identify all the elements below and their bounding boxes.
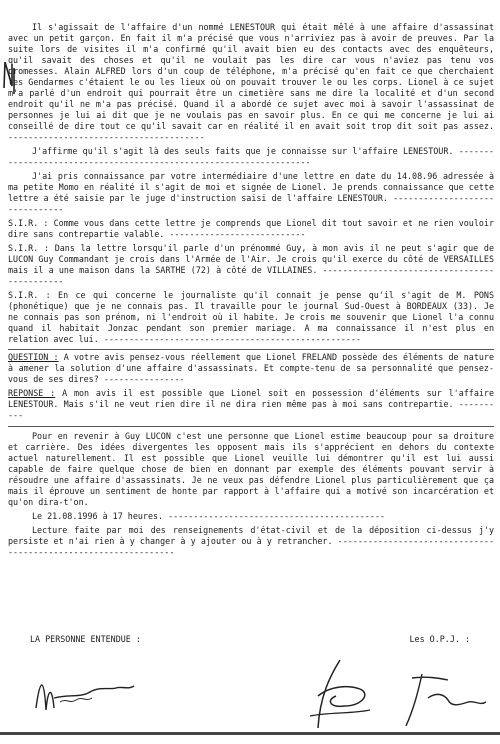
bottom-edge-line [0, 732, 500, 735]
question-label: QUESTION : [8, 352, 59, 362]
opj-signature-1 [300, 656, 380, 734]
answer-label: REPONSE : [8, 388, 56, 398]
question-text: A votre avis pensez-vous réellement que Lionel FRELAND possède des éléments de nature à amener la solution d'une affaire d'assassinats. Et compte-tenu de sa personnalité que pensez-vous de ses dires? ---------------- [8, 352, 494, 384]
paragraph-lenestour-affair: Il s'agissait de l'affaire d'un nommé LENESTOUR qui était mêlé à une affaire d'assassinat avec un petit garçon. En fait il m'a précisé que vous n'arriviez pas à avoir de preuves. Par la suite lors de visites il m'a confirmé qu'il avait bien eu des contacts avec des enquêteurs, qu'il savait des choses et qu'il ne voulait pas les dire car vous n'aviez pas tenu vos promesses. Alain ALFRED lors d'un coup de téléphone, m'a précisé qu'en fait ce que cherchaient les Gendarmes c'étaient le ou les lieux où on pouvait trouver le ou les corps. Lionel à ce sujet m'a parlé d'un endroit qui pourrait être un cimetière sans me dire la localité et d'un second endroit qu'il ne m'a pas précisé. Quand il a abordé ce sujet avec moi à savoir l'assassinat de personnes je lui ai dit que je ne voulais pas en savoir plus. En ce qui me concerne je lui ai conseillé de dire tout ce qu'il savait car en réalité il en avait soit trop dit soit pas assez. --------------------------------------- [8, 22, 494, 142]
paragraph-date-time: Le 21.08.1996 à 17 heures. ------------------------------------------- [32, 511, 385, 521]
paragraph-affirmation: J'affirme qu'il s'agit là des seuls faits que je connaisse sur l'affaire LENESTOUR. ------------------------------------------------------------------- [8, 146, 494, 167]
paragraph-guy-lucon: Pour en revenir à Guy LUCON c'est une personne que Lionel estime beaucoup pour sa droiture et carrière. Des idées divergentes les opposent mais ils s'apprécient en dehors du contexte actuel naturellement. Il est possible que Lionel veuille lui démontrer qu'il est lui aussi capable de faire quelque chose de bien en donnant par exemple des éléments pouvant servir à résoudre une affaire d'assassinats. Je ne veux pas défendre Lionel plus particulièrement que ça mais il éprouve un sentiment de honte par rapport à l'affaire qui a motivé son incarcération et qu'on dira-t'on. [8, 431, 494, 507]
signature-labels [30, 634, 470, 648]
paragraph-letter: J'ai pris connaissance par votre intermédiaire d'une lettre en date du 14.08.96 adressée à ma petite Momo en réalité il s'agit de moi et signée de Lionel. Je prends connaissance que cette lettre a été saisie par le juge d'instruction saisi de l'affaire LENESTOUR. ------------------------------- [8, 171, 494, 214]
question [8, 352, 494, 385]
answer-text: A mon avis il est possible que Lionel soit en possession d'éléments sur l'affaire LENESTOUR. Mais s'il ne veut rien dire il ne dira rien même pas à moi sans contrepartie. ---------- [8, 388, 495, 420]
paragraph-sir-letter: S.I.R. : Comme vous dans cette lettre je comprends que Lionel dit tout savoir et ne rien vouloir dire sans contrepartie valable. --------------------------- [8, 218, 494, 239]
paragraph-reading-confirmation: Lecture faite par moi des renseignements d'état-civil et de la déposition ci-dessus j'y persiste et n'ai rien à y changer à y ajouter ou à y retrancher. ---------------------------------------------------------------- [8, 525, 494, 557]
paragraph-sir-guy: S.I.R. : Dans la lettre lorsqu'il parle d'un prénommé Guy, à mon avis il ne peut s'agir que de LUCON Guy Commandant je crois dans l'Armée de l'Air. Je crois qu'il exerce du côté de VERSAILLES mais il a une maison dans la SARTHE (72) à côté de VILLAINES. --------------------------------------------- [8, 243, 494, 286]
deposition-body [8, 22, 494, 561]
opj-signature-2 [392, 668, 492, 732]
question-answer-block [8, 349, 494, 427]
page-header [6, 0, 494, 14]
witness-signature [30, 668, 140, 718]
witness-signature-label: LA PERSONNE ENTENDUE : [30, 634, 141, 644]
opj-signature-label: Les O.P.J. : [409, 634, 470, 644]
paragraph-sir-journalist: S.I.R. : En ce qui concerne le journaliste qu'il connait je pense qu'il s'agit de M. PONS (phonétique) que je ne connais pas. Il travaille pour le journal Sud-Ouest à BORDEAUX (33). Je ne connais pas son prénom, ni l'endroit où il habite. Je crois me souvenir que Lionel l'a connu quand il habitait Jonzac pendant son premier mariage. A ma connaissance il n'est plus en relation avec lui. --------------------------------------------------- [8, 290, 494, 344]
answer [8, 388, 494, 421]
